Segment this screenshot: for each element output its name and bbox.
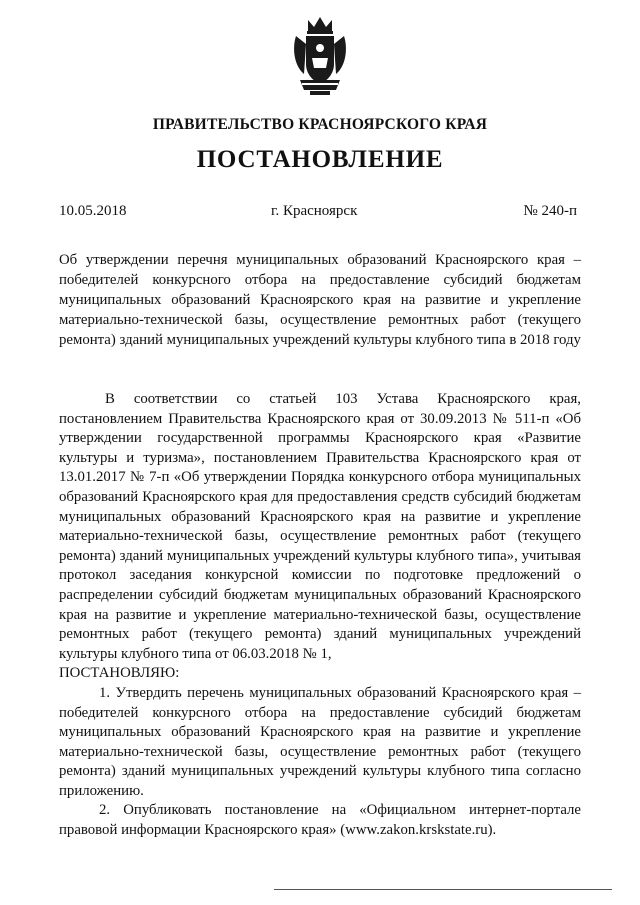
document-type-title: ПОСТАНОВЛЕНИЕ [196, 146, 444, 173]
government-name: ПРАВИТЕЛЬСТВО КРАСНОЯРСКОГО КРАЯ [152, 116, 488, 133]
preamble-paragraph: В соответствии со статьей 103 Устава Красноярского края, постановлением Правительства Красноярского края от 30.09.2013 № 511-п «Об утверждении государственной программы Красноярского края «Развитие культуры и туризма», постановлением Правительства Красноярского края от 13.01.2017 № 7-п «Об утверждении Порядка конкурсного отбора муниципальных образований Красноярского края для предоставления средств субсидий бюджетам муниципальных образований Красноярского края на развитие и укрепление материально-технической базы, осуществление ремонтных работ (текущего ремонта) зданий муниципальных учреждений культуры клубного типа», учитывая протокол заседания конкурсной комиссии по подготовке предложений о распределении субсидий бюджетам муниципальных образований Красноярского края на развитие и укрепление материально-технической базы, осуществление ремонтных работ (текущего ремонта) зданий муниципальных учреждений культуры клубного типа от 06.03.2018 № 1, [59, 391, 581, 662]
scan-edge-line [274, 889, 612, 890]
decree-item-1: 1. Утвердить перечень муниципальных образований Красноярского края – победителей конкурсного отбора на предоставление субсидий бюджетам муниципальных образований Красноярского края на развитие и укрепление материально-технической базы, осуществление ремонтных работ (текущего ремонта) зданий муниципальных учреждений культуры клубного типа согласно приложению. [59, 684, 581, 799]
document-date: 10.05.2018 [59, 203, 127, 219]
document-subject: Об утверждении перечня муниципальных образований Красноярского края – победителей конкурсного отбора на предоставление субсидий бюджетам муниципальных образований Красноярского края на развитие и укрепление материально-технической базы, осуществление ремонтных работ (текущего ремонта) зданий муниципальных учреждений культуры клубного типа в 2018 году [59, 252, 581, 348]
decree-item-2: 2. Опубликовать постановление на «Официальном интернет-портале правовой информации Красноярского края» (www.zakon.krskstate.ru). [59, 802, 581, 839]
document-number: № 240-п [523, 203, 577, 219]
decree-word: ПОСТАНОВЛЯЮ: [59, 665, 180, 682]
coat-of-arms-emblem [290, 14, 350, 98]
document-body [59, 390, 581, 841]
document-city: г. Красноярск [271, 203, 358, 219]
